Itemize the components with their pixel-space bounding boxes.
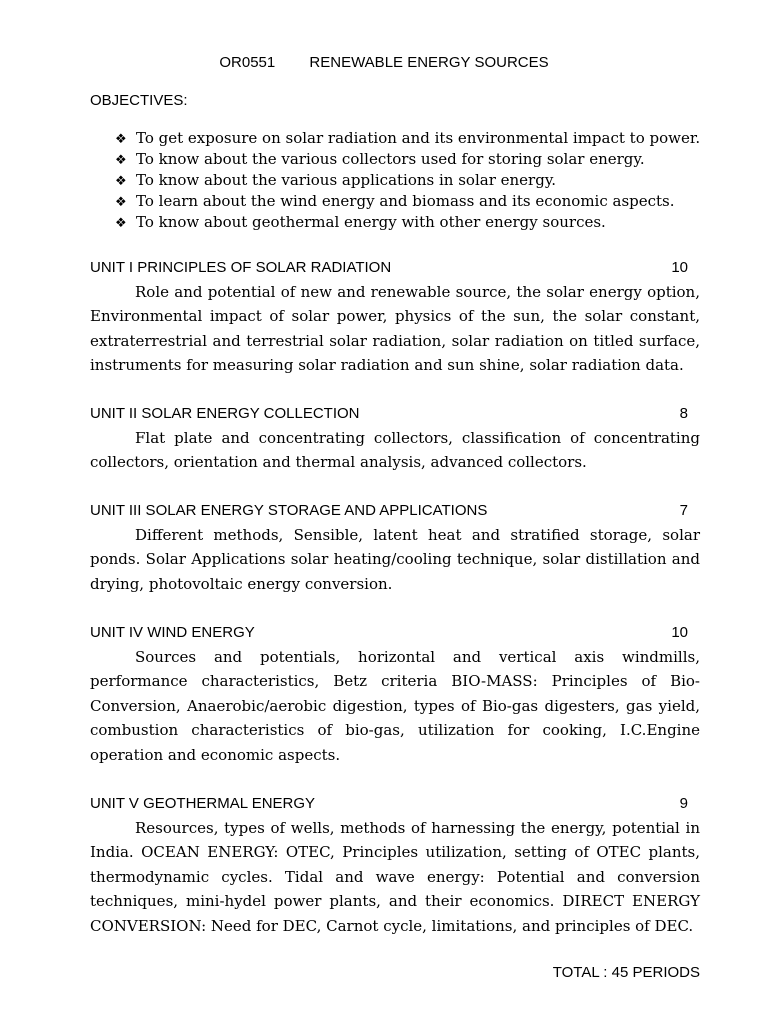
unit-description: Resources, types of wells, methods of harnessing the energy, potential in India. OCEAN ENERGY: OTEC, Principles utilization, setting of OTEC plants, thermodynamic cycles. Tidal and wave energy: Potential and conversion techniques, mini-hydel power plants, and their economics. DIRECT ENERGY CONVERSION: Need for DEC, Carnot cycle, limitations, and principles of DEC. bbox=[90, 819, 700, 935]
unit-heading bbox=[90, 499, 700, 523]
objectives-list bbox=[115, 128, 700, 233]
unit-title: UNIT I PRINCIPLES OF SOLAR RADIATION bbox=[90, 259, 392, 276]
unit-description: Different methods, Sensible, latent heat and stratified storage, solar ponds. Solar Applications solar heating/cooling technique, solar distillation and drying, photovoltaic energy conversion. bbox=[90, 526, 700, 593]
unit-title: UNIT II SOLAR ENERGY COLLECTION bbox=[90, 405, 360, 422]
unit-hours: 10 bbox=[671, 624, 688, 641]
unit-description: Sources and potentials, horizontal and vertical axis windmills, performance characteristics, Betz criteria BIO-MASS: Principles of Bio-Conversion, Anaerobic/aerobic digestion, types of Bio-gas digesters, gas yield, combustion characteristics of bio-gas, utilization for cooking, I.C.Engine operation and economic aspects. bbox=[90, 648, 700, 764]
unit-hours: 9 bbox=[679, 795, 688, 812]
diamond-star-bullet-icon: ❖ bbox=[115, 132, 127, 147]
objective-item: ❖ To know about the various applications in solar energy. bbox=[115, 170, 700, 191]
unit-description: Flat plate and concentrating collectors, classification of concentrating collectors, orientation and thermal analysis, advanced collectors. bbox=[90, 429, 700, 472]
unit-hours: 7 bbox=[679, 502, 688, 519]
unit-heading bbox=[90, 402, 700, 426]
unit-3-section bbox=[90, 499, 700, 596]
diamond-star-bullet-icon: ❖ bbox=[115, 195, 127, 210]
unit-hours: 8 bbox=[679, 405, 688, 422]
course-title-line bbox=[0, 54, 768, 71]
course-title: RENEWABLE ENERGY SOURCES bbox=[309, 54, 549, 71]
unit-2-section bbox=[90, 402, 700, 475]
objectives-heading: OBJECTIVES: bbox=[90, 92, 188, 109]
total-periods: TOTAL : 45 PERIODS bbox=[552, 964, 700, 981]
objective-item: ❖ To get exposure on solar radiation and its environmental impact to power. bbox=[115, 128, 700, 149]
unit-title: UNIT III SOLAR ENERGY STORAGE AND APPLICATIONS bbox=[90, 502, 488, 519]
unit-heading bbox=[90, 792, 700, 816]
unit-5-section bbox=[90, 792, 700, 938]
unit-heading bbox=[90, 621, 700, 645]
objective-item: ❖ To know about the various collectors used for storing solar energy. bbox=[115, 149, 700, 170]
diamond-star-bullet-icon: ❖ bbox=[115, 216, 127, 231]
objective-item: ❖ To know about geothermal energy with other energy sources. bbox=[115, 212, 700, 233]
unit-hours: 10 bbox=[671, 259, 688, 276]
diamond-star-bullet-icon: ❖ bbox=[115, 153, 127, 168]
diamond-star-bullet-icon: ❖ bbox=[115, 174, 127, 189]
unit-description: Role and potential of new and renewable source, the solar energy option, Environmental impact of solar power, physics of the sun, the solar constant, extraterrestrial and terrestrial solar radiation, solar radiation on titled surface, instruments for measuring solar radiation and sun shine, solar radiation data. bbox=[90, 283, 700, 375]
unit-4-section bbox=[90, 621, 700, 767]
course-code: OR0551 bbox=[219, 54, 276, 71]
unit-title: UNIT IV WIND ENERGY bbox=[90, 624, 255, 641]
unit-heading bbox=[90, 256, 700, 280]
unit-1-section bbox=[90, 256, 700, 378]
unit-title: UNIT V GEOTHERMAL ENERGY bbox=[90, 795, 316, 812]
objective-item: ❖ To learn about the wind energy and biomass and its economic aspects. bbox=[115, 191, 700, 212]
